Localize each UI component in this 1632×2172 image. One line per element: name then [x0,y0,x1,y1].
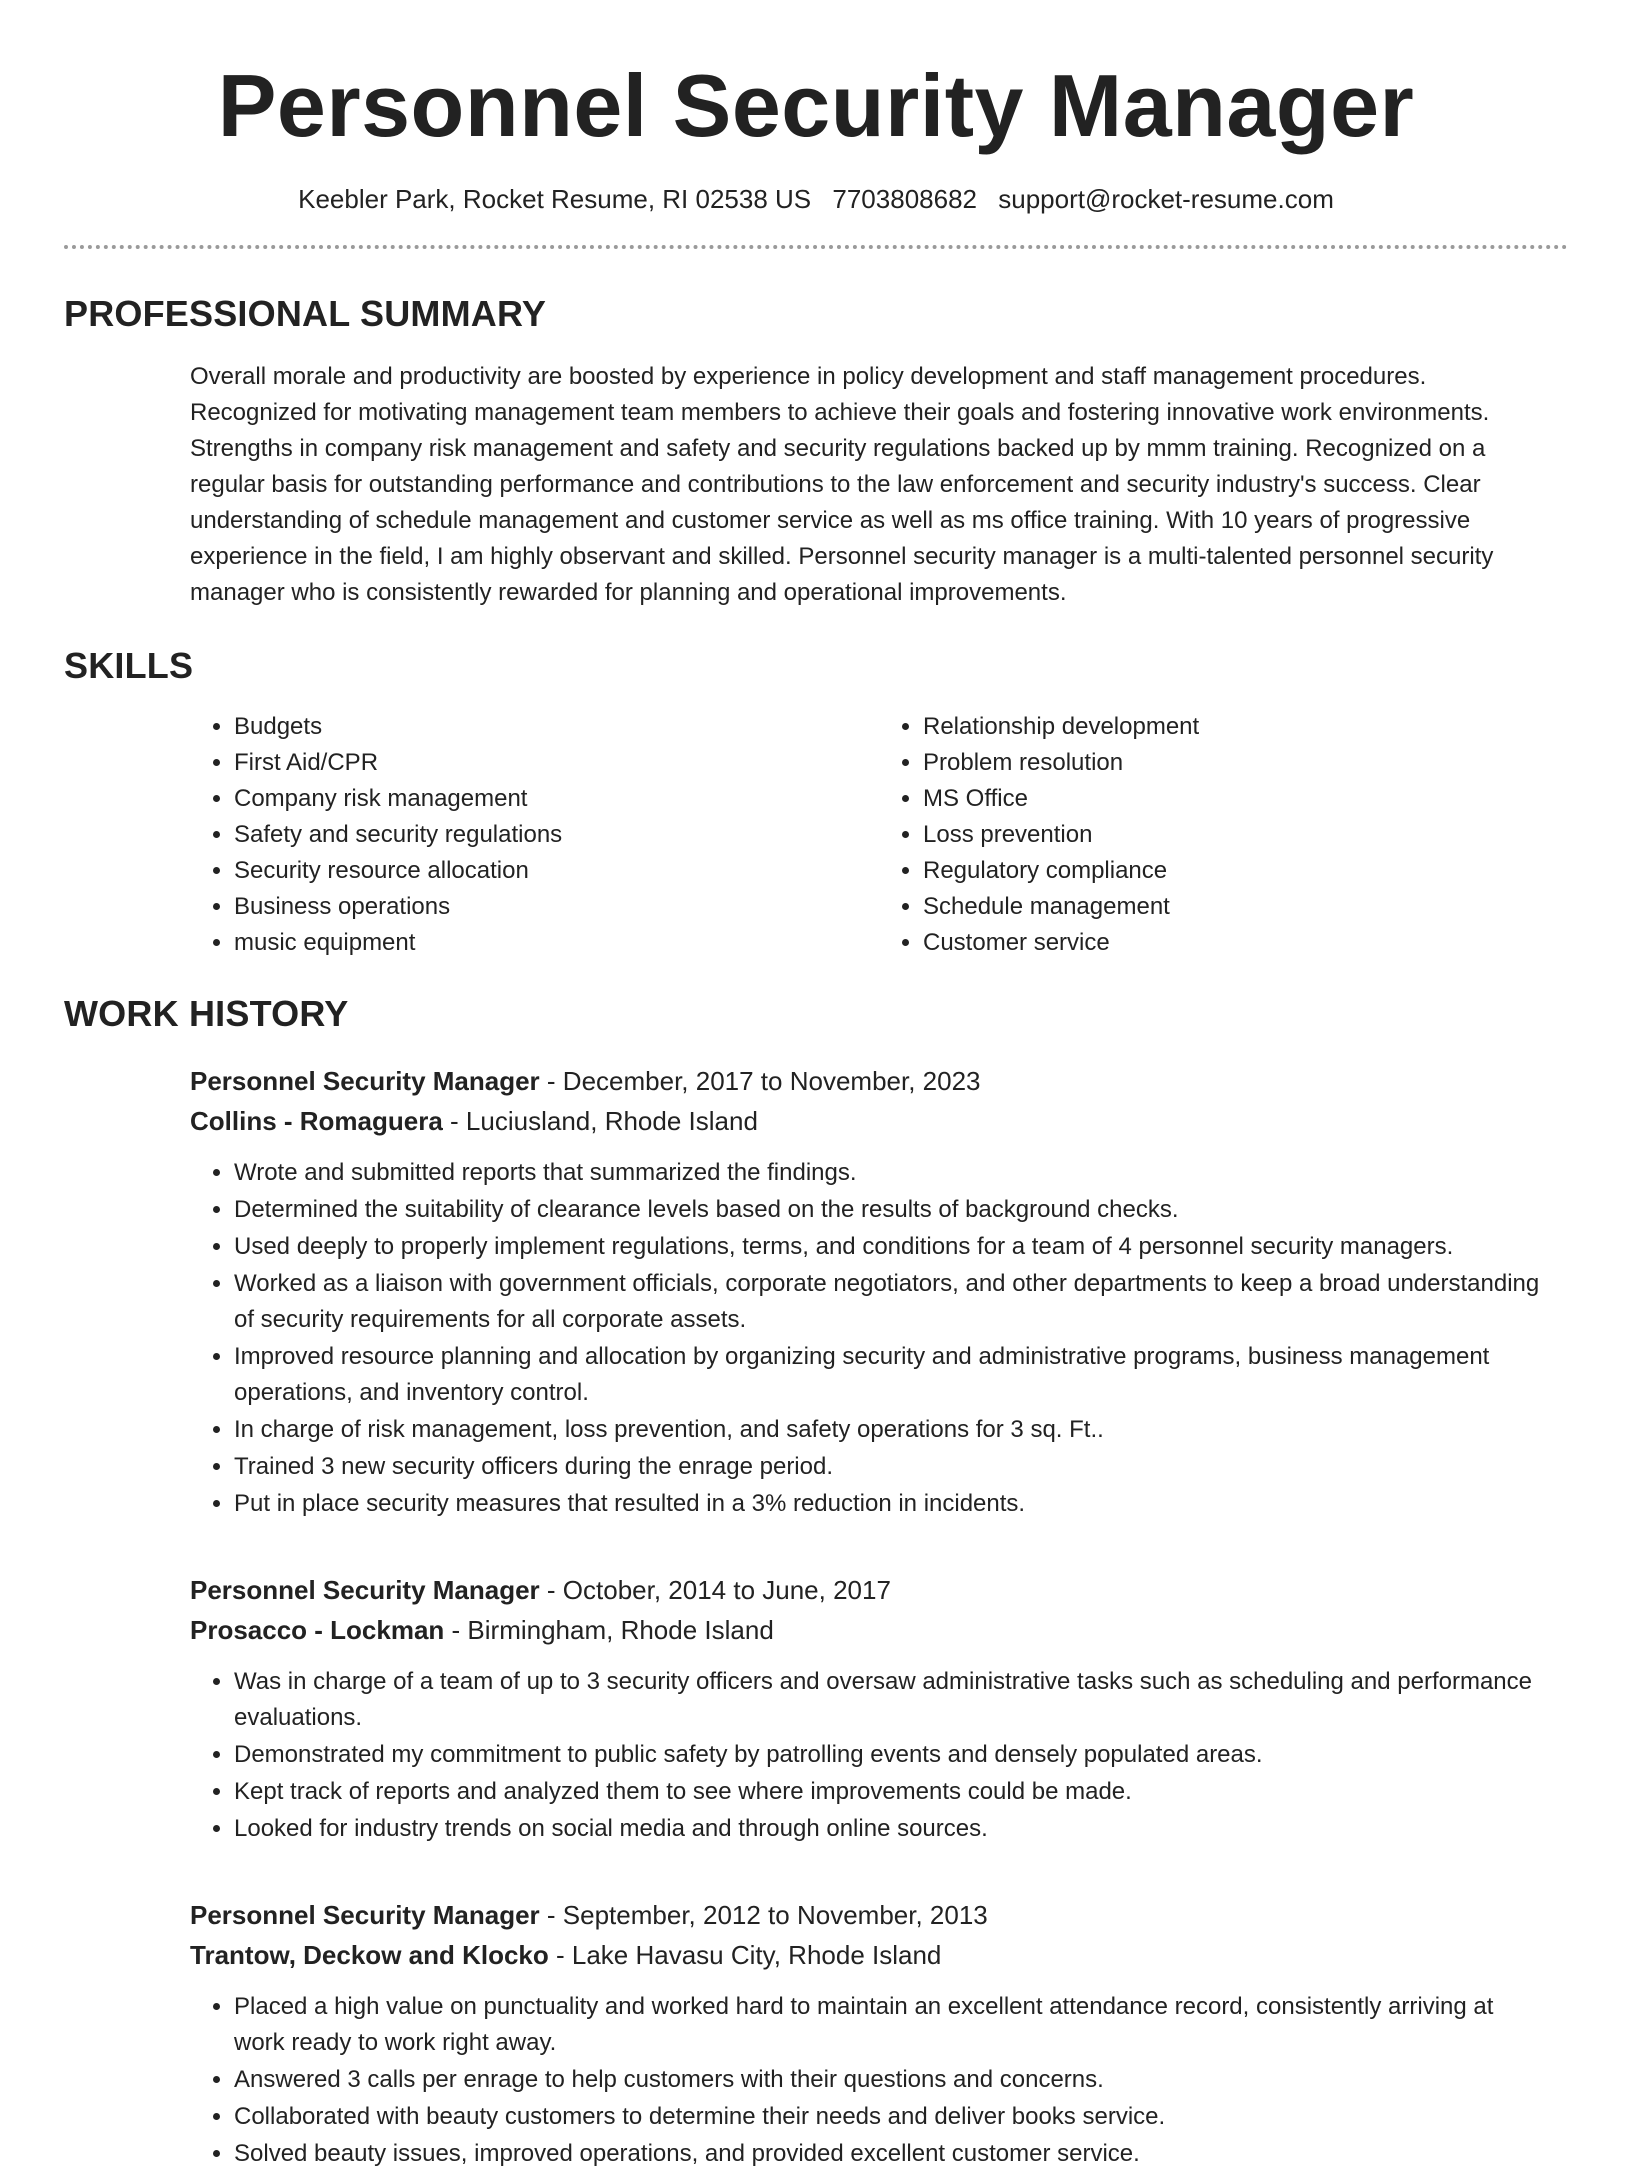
skill-item: • Budgets [234,709,879,745]
job-company-line [190,1610,1568,1650]
work-history-section [64,1061,1568,2172]
resume-name: Personnel Security Manager [217,56,1415,155]
job-dates: - December, 2017 to November, 2023 [539,1066,981,1097]
skills-heading: SKILLS [64,645,194,687]
skill-item: • First Aid/CPR [234,745,879,781]
skills-column-right [879,709,1568,961]
job-bullet: • Wrote and submitted reports that summarized the findings. [234,1155,1548,1191]
skill-item: • Company risk management [234,781,879,817]
job-entry [190,1895,1568,2172]
contact-line [64,184,1568,215]
job-bullets [190,1989,1568,2172]
job-entry [190,1061,1568,1522]
skill-item: • Safety and security regulations [234,817,879,853]
job-company-line [190,1935,1568,1975]
job-company-line [190,1101,1568,1141]
job-bullet: • Trained 3 new security officers during the enrage period. [234,1449,1548,1485]
job-bullet: • Demonstrated my commitment to public safety by patrolling events and densely populated areas. [234,1737,1548,1773]
job-bullet: • Was in charge of a team of up to 3 security officers and oversaw administrative tasks such as scheduling and performance evaluations. [234,1664,1548,1736]
skill-item: • MS Office [923,781,1568,817]
job-bullet: • Determined the suitability of clearance levels based on the results of background checks. [234,1192,1548,1228]
job-role: Personnel Security Manager [190,1900,540,1931]
skill-item: • Customer service [923,925,1568,961]
job-bullet: • Kept track of reports and analyzed them to see where improvements could be made. [234,1774,1548,1810]
job-location: - Luciusland, Rhode Island [442,1106,758,1137]
job-dates: - October, 2014 to June, 2017 [539,1575,891,1606]
skill-item: • Loss prevention [923,817,1568,853]
contact-address: Keebler Park, Rocket Resume, RI 02538 US [298,184,812,214]
summary-section [64,359,1568,611]
job-title-line [190,1570,1568,1610]
job-entry [190,1570,1568,1847]
skill-item: • Schedule management [923,889,1568,925]
skills-grid [190,709,1568,961]
contact-email: support@rocket-resume.com [998,184,1334,214]
job-company: Trantow, Deckow and Klocko [190,1940,549,1971]
skill-item: • music equipment [234,925,879,961]
work-history-heading: WORK HISTORY [64,993,349,1035]
summary-text: Overall morale and productivity are boosted by experience in policy development and staff management procedures. Recognized for motivating management team members to achieve their goals and fostering innovative work environments. Strengths in company risk management and safety and security regulations backed up by mmm training. Recognized on a regular basis for outstanding performance and contributions to the law enforcement and security industry's success. Clear understanding of schedule management and customer service as well as ms office training. With 10 years of progressive experience in the field, I am highly observant and skilled. Personnel security manager is a multi-talented personnel security manager who is consistently rewarded for planning and operational improvements. [190,363,1494,607]
skills-section [64,709,1568,961]
skill-item: • Problem resolution [923,745,1568,781]
job-title-line [190,1061,1568,1101]
job-bullet: • Improved resource planning and allocation by organizing security and administrative programs, business management operations, and inventory control. [234,1339,1548,1411]
skill-item: • Relationship development [923,709,1568,745]
skill-item: • Business operations [234,889,879,925]
job-bullets [190,1155,1568,1522]
header-divider [64,245,1568,249]
job-dates: - September, 2012 to November, 2013 [539,1900,988,1931]
job-location: - Birmingham, Rhode Island [444,1615,774,1646]
job-bullet: • Collaborated with beauty customers to determine their needs and deliver books service. [234,2099,1548,2135]
job-bullet: • Worked as a liaison with government officials, corporate negotiators, and other departments to keep a broad understanding of security requirements for all corporate assets. [234,1266,1548,1338]
job-company: Collins - Romaguera [190,1106,443,1137]
job-bullets [190,1664,1568,1847]
job-location: - Lake Havasu City, Rhode Island [548,1940,942,1971]
job-role: Personnel Security Manager [190,1575,540,1606]
summary-heading: PROFESSIONAL SUMMARY [64,293,547,335]
contact-phone: 7703808682 [832,184,977,214]
skills-column-left [190,709,879,961]
job-role: Personnel Security Manager [190,1066,540,1097]
job-bullet: • Solved beauty issues, improved operations, and provided excellent customer service. [234,2136,1548,2172]
job-bullet: • Placed a high value on punctuality and worked hard to maintain an excellent attendance record, consistently arriving at work ready to work right away. [234,1989,1548,2061]
job-bullet: • Answered 3 calls per enrage to help customers with their questions and concerns. [234,2062,1548,2098]
skill-item: • Regulatory compliance [923,853,1568,889]
job-company: Prosacco - Lockman [190,1615,445,1646]
skill-item: • Security resource allocation [234,853,879,889]
job-title-line [190,1895,1568,1935]
job-bullet: • Put in place security measures that resulted in a 3% reduction in incidents. [234,1486,1548,1522]
job-bullet: • In charge of risk management, loss prevention, and safety operations for 3 sq. Ft.. [234,1412,1548,1448]
job-bullet: • Used deeply to properly implement regulations, terms, and conditions for a team of 4 personnel security managers. [234,1229,1548,1265]
job-bullet: • Looked for industry trends on social media and through online sources. [234,1811,1548,1847]
